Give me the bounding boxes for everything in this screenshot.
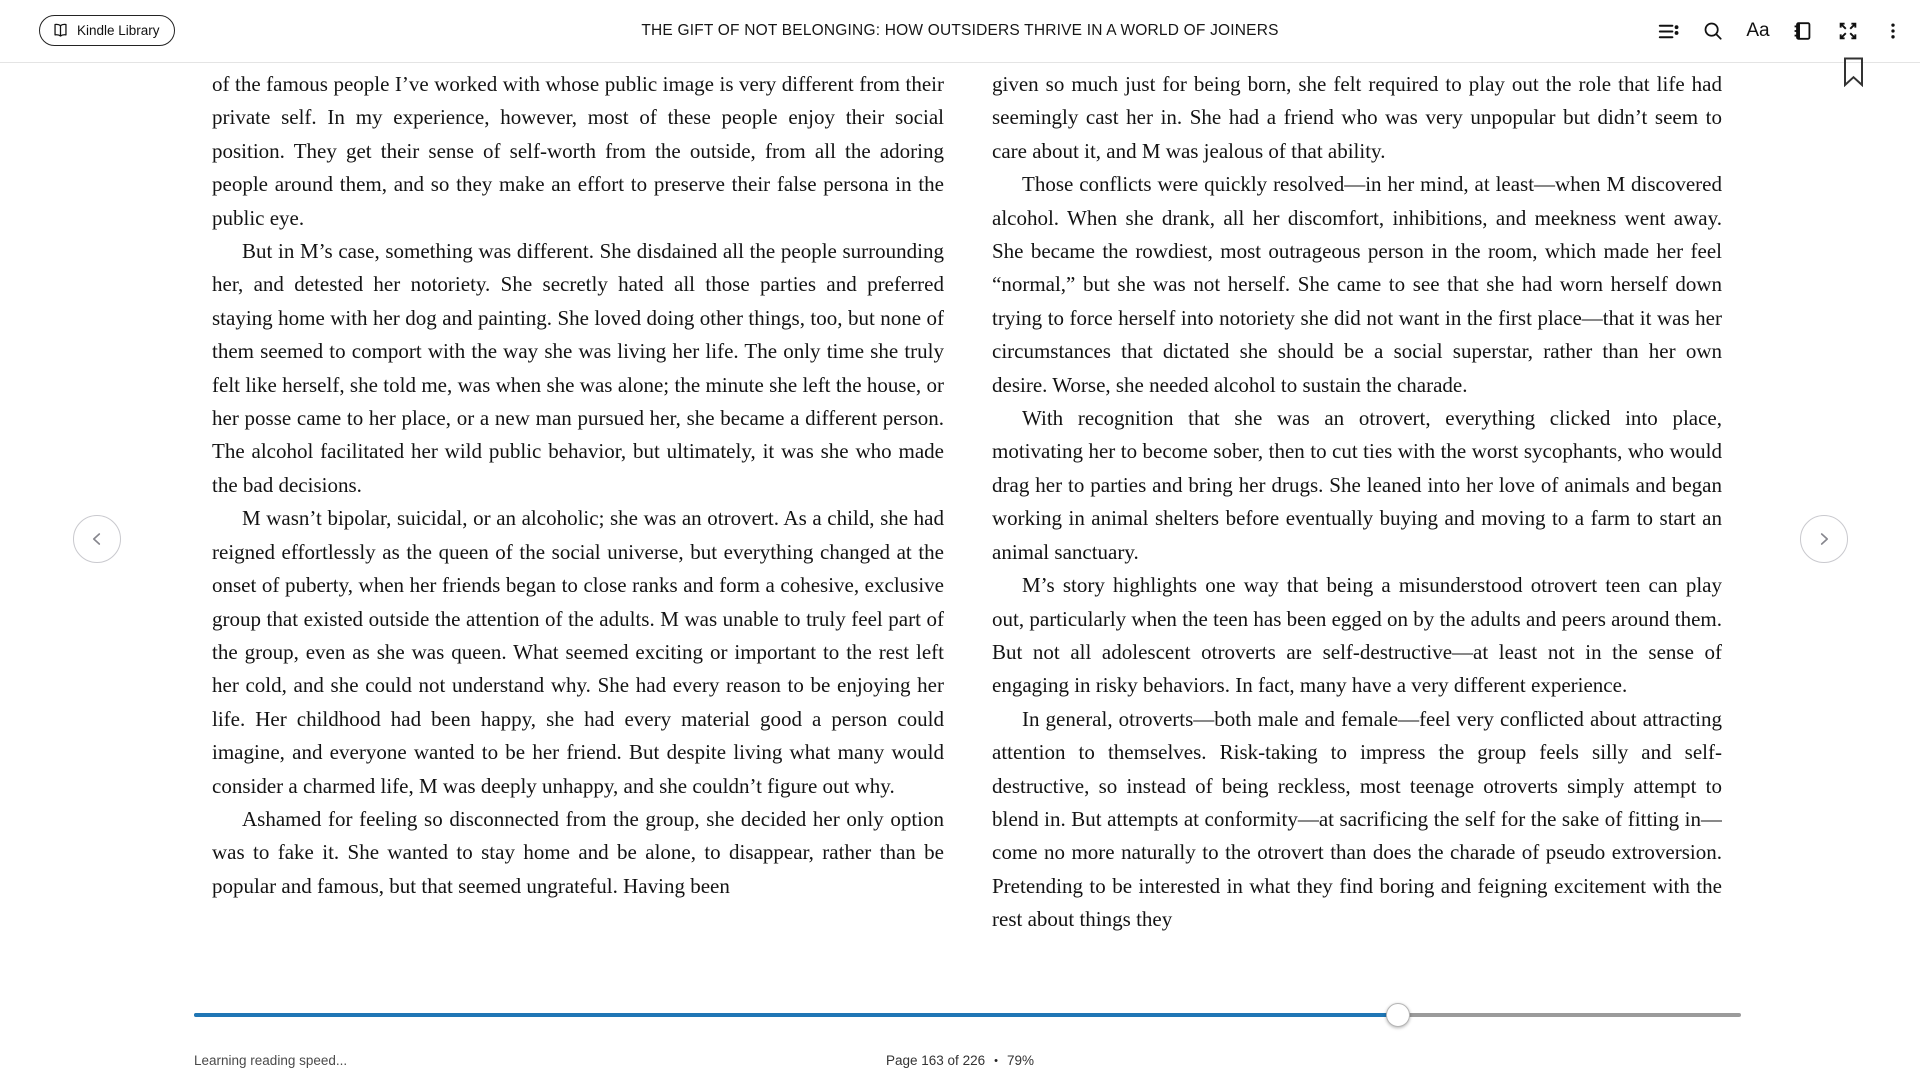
paragraph: M’s story highlights one way that being a misunderstood otrovert teen can play out, particularly when the teen has been egged on by the adults and peers around them. But not all adolescent otroverts are self-destructive—at least not in the sense of engaging in risky behaviors. In fact, many have a very different experience. [992,573,1722,698]
paragraph: But in M’s case, something was different. She disdained all the people surrounding her, and detested her notoriety. She secretly hated all those parties and preferred staying home with her dog and painting. She loved doing other things, too, but none of them seemed to comport with the way she was living her life. The only time she truly felt like herself, she told me, was when she was alone; the minute she left the house, or her posse came to her place, or a new man pursued her, she became a different person. The alcohol facilitated her wild public behavior, but ultimately, it was she who made the bad decisions. [212,239,944,497]
book-title: THE GIFT OF NOT BELONGING: HOW OUTSIDERS THRIVE IN A WORLD OF JOINERS [641,22,1279,39]
search-button[interactable] [1701,19,1725,43]
kindle-library-label: Kindle Library [77,23,160,38]
overflow-menu-button[interactable] [1881,19,1905,43]
progress-handle[interactable] [1386,1003,1410,1027]
paragraph: Those conflicts were quickly resolved—in her mind, at least—when M discovered alcohol. When she drank, all her discomfort, inhibitions, and meekness went away. She became the rowdiest, most outrageous person in the room, which made her feel “normal,” but she was not herself. She came to see that she had worn herself down trying to force herself into notoriety she did not want in the first place—that it was her circumstances that dictated she should be a social superstar, rather than her own desire. Worse, she needed alcohol to sustain the charade. [992,172,1722,397]
status-separator: • [994,1054,998,1067]
page-number-label: Page 163 of 226 [886,1053,986,1068]
progress-fill [194,1013,1398,1017]
bookmark-button[interactable] [1843,57,1864,87]
overflow-menu-icon [1883,20,1903,42]
previous-page-button[interactable] [73,515,121,563]
paragraph: given so much just for being born, she felt required to play out the role that life had seemingly cast her in. She had a friend who was very unpopular but didn’t seem to care about it, and M was jealous of that ability. [992,72,1722,163]
reading-progress-slider[interactable] [194,1013,1741,1017]
fullscreen-button[interactable] [1836,19,1860,43]
page-left-column [212,63,944,1005]
typography-button[interactable] [1746,19,1770,43]
paragraph: of the famous people I’ve worked with whose public image is very different from their private self. In my experience, however, most of these people enjoy their social position. They get their sense of self-worth from the outside, from all the adoring people around them, and so they make an effort to preserve their false persona in the public eye. [212,72,944,230]
toc-button[interactable] [1656,19,1680,43]
reading-speed-status: Learning reading speed... [194,1053,348,1068]
notebook-icon [1792,20,1814,42]
reader-toolbar [1656,0,1905,62]
next-page-button[interactable] [1800,515,1848,563]
open-book-icon [52,22,69,39]
paragraph: Ashamed for feeling so disconnected from the group, she decided her only option was to fake it. She wanted to stay home and be alone, to disappear, rather than be popular and famous, but that seemed ungrateful. Having been [212,806,944,898]
chevron-left-icon [86,528,108,550]
toc-icon [1657,20,1680,43]
notebook-button[interactable] [1791,19,1815,43]
page-status [0,1053,1920,1068]
chevron-right-icon [1813,528,1835,550]
percent-read-label: 79% [1006,1053,1034,1068]
paragraph: M wasn’t bipolar, suicidal, or an alcoholic; she was an otrovert. As a child, she had reigned effortlessly as the queen of the social universe, but everything changed at the onset of puberty, when her friends began to close ranks and form a cohesive, exclusive group that existed outside the attention of the adults. M was unable to truly feel part of the group, even as she was queen. What seemed exciting or important to the rest left her cold, and she could not understand why. She had every reason to be enjoying her life. Her childhood had been happy, she had every material good a person could imagine, and everyone wanted to be her friend. But despite living what many would consider a charmed life, M was deeply unhappy, and she couldn’t figure out why. [212,506,944,798]
top-toolbar [0,0,1920,63]
fullscreen-icon [1837,20,1859,42]
bookmark-outline-icon [1843,57,1864,87]
page-right-column [992,63,1722,1005]
kindle-library-button[interactable] [39,15,175,46]
typography-icon: Aa [1746,20,1770,41]
search-icon [1702,20,1724,42]
paragraph: In general, otroverts—both male and female—feel very conflicted about attracting attention to themselves. Risk-taking to impress the group feels silly and self-destructive, so instead of being reckless, most teenage otroverts simply attempt to blend in. But attempts at conformity—at sacrificing the self for the sake of fitting in—come no more naturally to the otrovert than does the charade of pseudo extroversion. Pretending to be interested in what they find boring and feigning excitement with the rest about things they [992,706,1722,932]
paragraph: With recognition that she was an otrovert, everything clicked into place, motivating her to become sober, then to cut ties with the worst sycophants, who would drag her to parties and bring her drugs. She leaned into her love of animals and began working in animal shelters before eventually buying and moving to a farm to start an animal sanctuary. [992,406,1722,564]
